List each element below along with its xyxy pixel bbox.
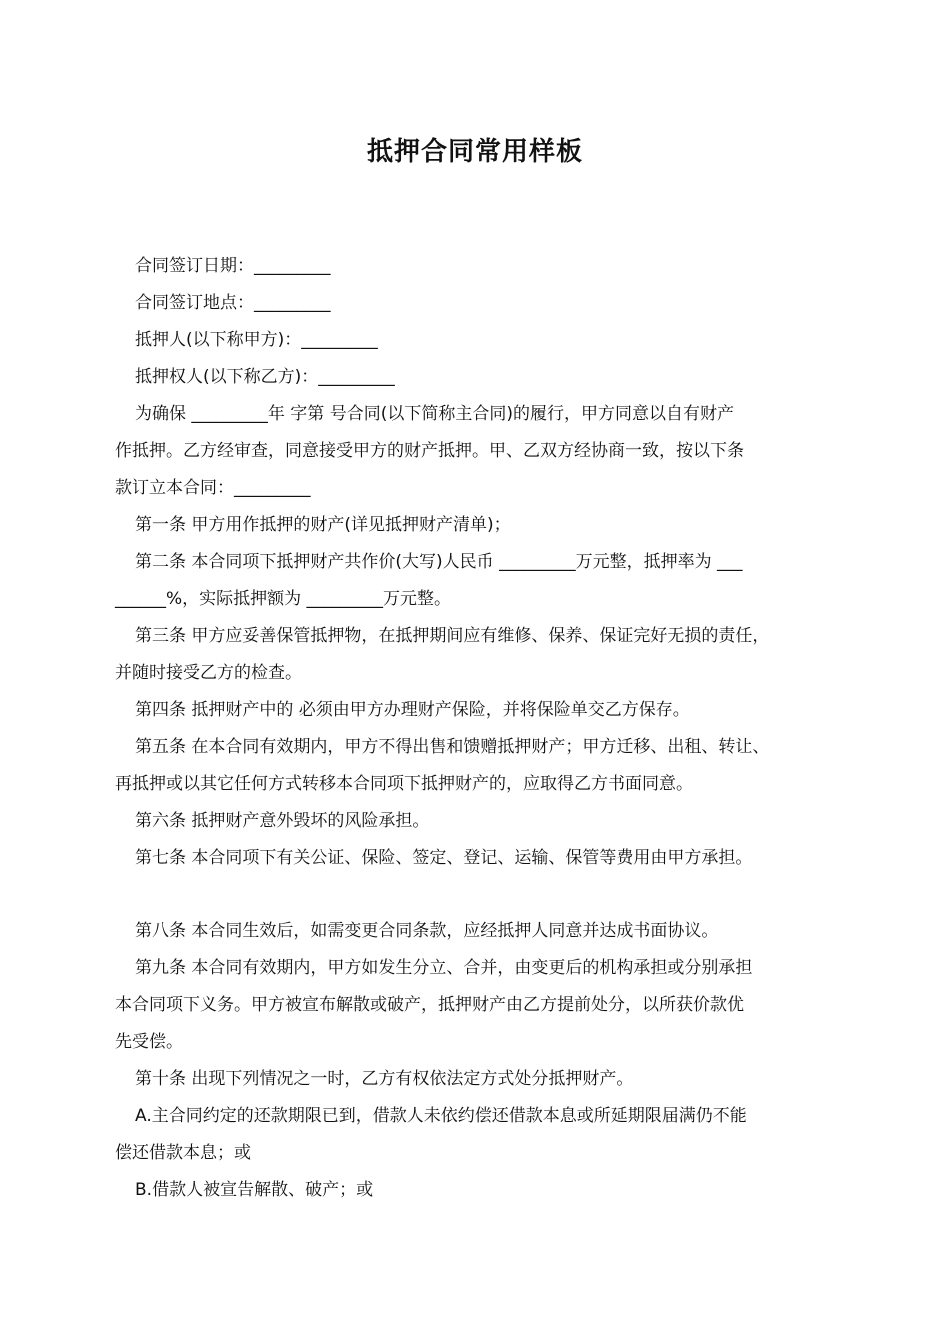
field-sign-date: 合同签订日期：_________ (135, 256, 331, 276)
contract-body (115, 248, 850, 1209)
field-mortgagee: 抵押权人(以下称乙方)：_________ (135, 367, 395, 387)
clause-3: 第三条 甲方应妥善保管抵押物，在抵押期间应有维修、保养、保证完好无损的责任， (135, 626, 770, 646)
preamble-line: 作抵押。乙方经审查，同意接受甲方的财产抵押。甲、乙双方经协商一致，按以下条 (115, 441, 744, 461)
preamble-line: 为确保 _________年 字第 号合同(以下简称主合同)的履行，甲方同意以自有财产 (135, 404, 734, 424)
clause-10: 第十条 出现下列情况之一时，乙方有权依法定方式处分抵押财产。 (135, 1069, 634, 1089)
field-mortgagor: 抵押人(以下称甲方)：_________ (135, 330, 378, 350)
clause-5: 第五条 在本合同有效期内，甲方不得出售和馈赠抵押财产；甲方迁移、出租、转让、 (135, 737, 770, 757)
clause-2: 第二条 本合同项下抵押财产共作价(大写)人民币 _________万元整，抵押率为 ___ (135, 552, 743, 572)
field-sign-place: 合同签订地点：_________ (135, 293, 331, 313)
clause-6: 第六条 抵押财产意外毁坏的风险承担。 (135, 811, 430, 831)
clause-5-continued: 再抵押或以其它任何方式转移本合同项下抵押财产的，应取得乙方书面同意。 (115, 774, 693, 794)
clause-2-continued: ______%，实际抵押额为 _________万元整。 (115, 589, 452, 609)
clause-9: 第九条 本合同有效期内，甲方如发生分立、合并，由变更后的机构承担或分别承担 (135, 958, 753, 978)
clause-7: 第七条 本合同项下有关公证、保险、签定、登记、运输、保管等费用由甲方承担。 (135, 848, 753, 868)
clause-4: 第四条 抵押财产中的 必须由甲方办理财产保险，并将保险单交乙方保存。 (135, 700, 690, 720)
clause-3-continued: 并随时接受乙方的检查。 (115, 663, 302, 683)
clause-10-item-a: A.主合同约定的还款期限已到，借款人未依约偿还借款本息或所延期限届满仍不能 (135, 1106, 747, 1126)
preamble-line: 款订立本合同：_________ (115, 478, 311, 498)
clause-1: 第一条 甲方用作抵押的财产(详见抵押财产清单)； (135, 515, 511, 535)
clause-10-item-a-continued: 偿还借款本息；或 (115, 1143, 251, 1163)
page-title: 抵押合同常用样板 (366, 137, 583, 167)
clause-9-continued: 本合同项下义务。甲方被宣布解散或破产，抵押财产由乙方提前处分，以所获价款优 (115, 995, 744, 1015)
clause-8: 第八条 本合同生效后，如需变更合同条款，应经抵押人同意并达成书面协议。 (135, 921, 719, 941)
clause-10-item-b: B.借款人被宣告解散、破产；或 (135, 1180, 374, 1200)
paragraph-gap (115, 877, 850, 913)
clause-9-continued: 先受偿。 (115, 1032, 183, 1052)
